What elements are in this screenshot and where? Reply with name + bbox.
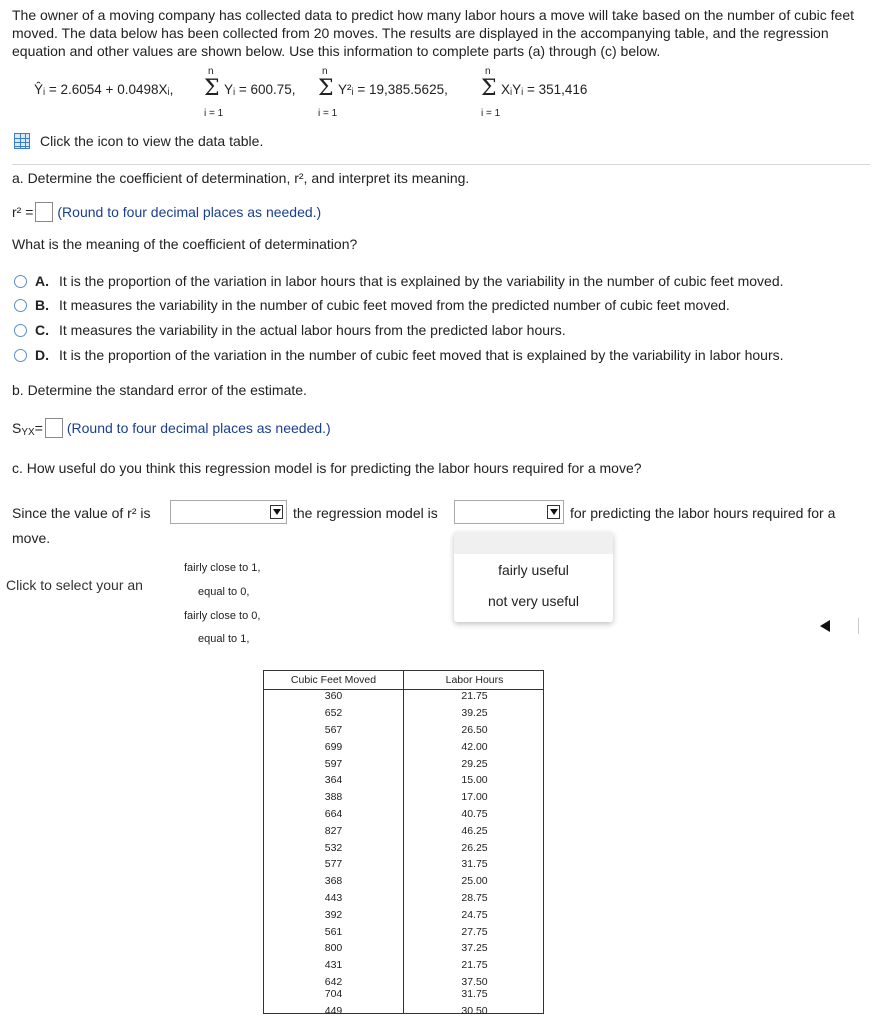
r2-answer-row	[12, 202, 321, 222]
click-to-select-hint: Click to select your an	[6, 577, 143, 593]
table-cell-cubic-feet: 561	[324, 926, 343, 938]
table-cell-labor-hours: 21.75	[461, 690, 488, 702]
table-cell-labor-hours: 37.50	[461, 976, 488, 988]
r2-dropdown-menu	[170, 552, 288, 652]
arrow-left-icon[interactable]	[820, 620, 830, 632]
middle-text: the regression model is	[293, 505, 438, 521]
part-c-question: c. How useful do you think this regression model is for predicting the labor hours required for a move?	[12, 460, 642, 476]
usefulness-dropdown[interactable]	[454, 500, 564, 524]
sum-lower-limit: i = 1	[481, 108, 501, 119]
table-cell-cubic-feet: 567	[324, 724, 343, 736]
part-b-question: b. Determine the standard error of the estimate.	[12, 382, 307, 398]
option-text: It is the proportion of the variation in the number of cubic feet moved that is explained by the variability in labor hours.	[59, 347, 784, 363]
syx-subscript: YX	[21, 426, 35, 438]
data-table-link-text[interactable]: Click the icon to view the data table.	[40, 133, 264, 149]
dropdown-option[interactable]: fairly close to 1,	[184, 562, 261, 574]
table-cell-labor-hours: 46.25	[461, 825, 488, 837]
sum-xy-value: XᵢYᵢ = 351,416	[501, 82, 588, 97]
option-d[interactable]	[14, 347, 784, 363]
header-cubic-feet: Cubic Feet Moved	[290, 674, 377, 686]
sum-upper-limit: n	[322, 66, 328, 77]
radio-icon[interactable]	[14, 324, 27, 337]
menu-highlight-strip	[454, 532, 613, 554]
table-cell-cubic-feet: 577	[324, 858, 343, 870]
table-cell-labor-hours: 31.75	[461, 858, 488, 870]
table-cell-cubic-feet: 652	[324, 707, 343, 719]
table-cell-cubic-feet: 443	[324, 892, 343, 904]
r2-input[interactable]	[35, 202, 53, 222]
table-cell-labor-hours: 21.75	[461, 959, 488, 971]
data-table-link[interactable]	[14, 133, 263, 149]
syx-input[interactable]	[45, 418, 63, 438]
radio-icon[interactable]	[14, 299, 27, 312]
problem-intro: The owner of a moving company has collected data to predict how many labor hours a move will take based on the number of cubic feet moved. The data below has been collected from 20 moves. The results are displayed in the accompanying table, and the regression equation and other values are shown below. Use this information to complete parts (a) through (c) below.	[12, 7, 855, 59]
table-cell-cubic-feet: 532	[324, 842, 343, 854]
option-letter: D.	[35, 347, 49, 363]
option-text: It measures the variability in the number of cubic feet moved from the predicted number of cubic feet moved.	[59, 297, 730, 313]
r2-label: r² =	[12, 204, 34, 220]
table-cell-labor-hours: 27.75	[461, 926, 488, 938]
table-cell-cubic-feet: 664	[324, 808, 343, 820]
radio-icon[interactable]	[14, 275, 27, 288]
header-separator	[264, 689, 543, 690]
sum-y-value: Yᵢ = 600.75,	[224, 82, 296, 97]
regression-equation	[34, 66, 634, 122]
table-cell-labor-hours: 39.25	[461, 707, 488, 719]
data-table	[263, 670, 544, 1017]
chevron-down-icon[interactable]	[547, 505, 560, 519]
table-cell-cubic-feet: 431	[324, 959, 343, 971]
option-letter: C.	[35, 322, 49, 338]
table-cell-labor-hours: 31.75	[461, 988, 488, 1000]
table-cell-labor-hours: 29.25	[461, 758, 488, 770]
table-cell-cubic-feet: 704	[324, 988, 343, 1000]
divider	[858, 618, 859, 634]
sigma-symbol: Σ	[204, 76, 220, 101]
table-cell-labor-hours: 37.25	[461, 942, 488, 954]
sum-upper-limit: n	[485, 66, 491, 77]
sum-upper-limit: n	[208, 66, 214, 77]
meaning-question: What is the meaning of the coefficient of determination?	[12, 236, 358, 252]
table-cell-labor-hours: 17.00	[461, 791, 488, 803]
r2-value-dropdown[interactable]	[170, 500, 287, 524]
header-labor-hours: Labor Hours	[445, 674, 504, 686]
sum-y2-value: Y²ᵢ = 19,385.5625,	[338, 82, 448, 97]
dropdown-option[interactable]: fairly close to 0,	[184, 610, 261, 622]
dropdown-option[interactable]: equal to 0,	[198, 586, 250, 598]
r2-round-note: (Round to four decimal places as needed.)	[57, 204, 322, 220]
table-cell-cubic-feet: 360	[324, 690, 343, 702]
table-cell-cubic-feet: 827	[324, 825, 343, 837]
option-text: It is the proportion of the variation in labor hours that is explained by the variability in the number of cubic feet moved.	[59, 273, 784, 289]
table-cell-cubic-feet: 642	[324, 976, 343, 988]
syx-label: S	[12, 420, 22, 436]
divider	[12, 164, 870, 165]
table-cell-labor-hours: 40.75	[461, 808, 488, 820]
table-cell-cubic-feet: 388	[324, 791, 343, 803]
table-cell-labor-hours: 26.50	[461, 724, 488, 736]
syx-round-note: (Round to four decimal places as needed.)	[66, 420, 331, 436]
table-cell-labor-hours: 25.00	[461, 875, 488, 887]
table-cell-labor-hours: 26.25	[461, 842, 488, 854]
move-text: move.	[12, 530, 51, 546]
usefulness-dropdown-menu	[454, 532, 613, 622]
table-cell-labor-hours: 15.00	[461, 774, 488, 786]
table-cell-labor-hours: 30.50	[461, 1005, 488, 1017]
option-letter: A.	[35, 273, 49, 289]
dropdown-option[interactable]: not very useful	[487, 593, 580, 609]
sum-lower-limit: i = 1	[318, 108, 338, 119]
table-cell-cubic-feet: 368	[324, 875, 343, 887]
option-letter: B.	[35, 297, 49, 313]
regression-line: Ŷᵢ = 2.6054 + 0.0498Xᵢ,	[34, 82, 174, 97]
since-text: Since the value of r² is	[12, 505, 151, 521]
syx-answer-row	[12, 418, 331, 438]
part-a-question: a. Determine the coefficient of determination, r², and interpret its meaning.	[12, 170, 470, 186]
table-cell-cubic-feet: 392	[324, 909, 343, 921]
table-cell-labor-hours: 42.00	[461, 741, 488, 753]
end-text: for predicting the labor hours required for a	[570, 505, 836, 521]
option-b[interactable]	[14, 297, 730, 313]
table-cell-cubic-feet: 699	[324, 741, 343, 753]
table-cell-labor-hours: 24.75	[461, 909, 488, 921]
radio-icon[interactable]	[14, 349, 27, 362]
table-cell-cubic-feet: 800	[324, 942, 343, 954]
option-text: It measures the variability in the actual labor hours from the predicted labor hours.	[59, 322, 566, 338]
option-a[interactable]	[14, 273, 784, 289]
table-cell-cubic-feet: 597	[324, 758, 343, 770]
syx-equals: =	[34, 420, 43, 436]
sigma-symbol: Σ	[318, 76, 334, 101]
table-cell-labor-hours: 28.75	[461, 892, 488, 904]
dropdown-option[interactable]: equal to 1,	[198, 633, 250, 645]
sigma-symbol: Σ	[481, 76, 497, 101]
sum-lower-limit: i = 1	[204, 108, 224, 119]
table-cell-cubic-feet: 449	[324, 1005, 343, 1017]
option-c[interactable]	[14, 322, 566, 338]
table-grid-icon[interactable]	[14, 133, 30, 149]
table-cell-cubic-feet: 364	[324, 774, 343, 786]
chevron-down-icon[interactable]	[270, 505, 283, 519]
dropdown-option[interactable]: fairly useful	[498, 562, 569, 578]
